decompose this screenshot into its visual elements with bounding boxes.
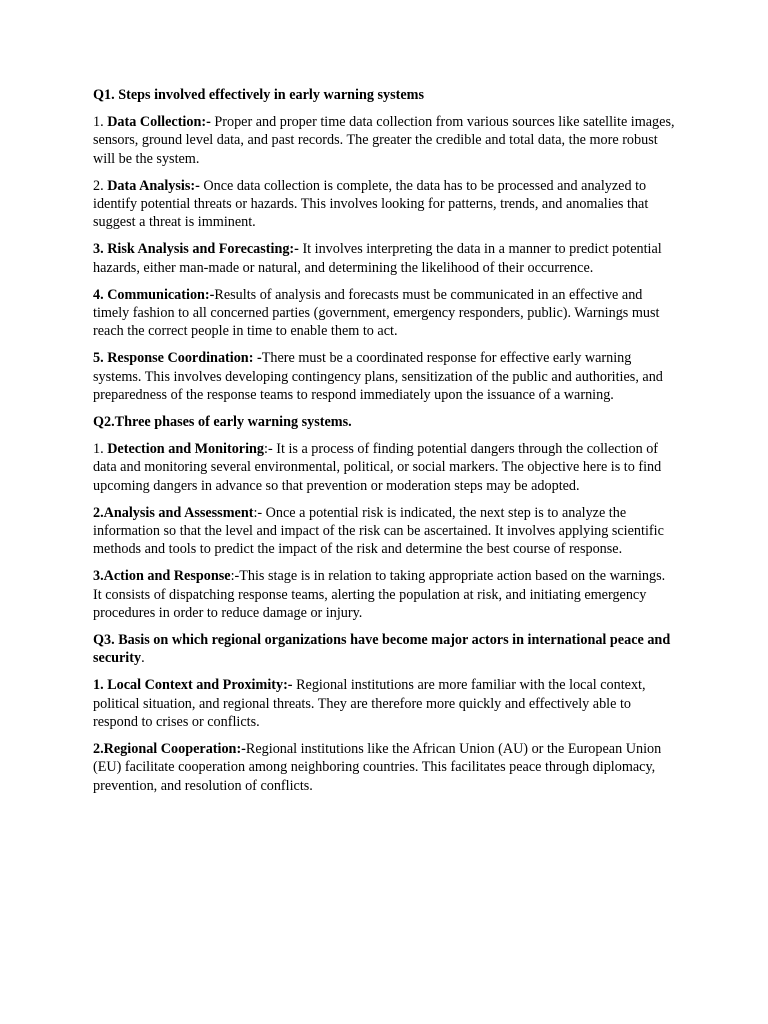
item-number: 1. <box>93 114 108 131</box>
q3-heading-text: Q3. Basis on which regional organizations have become major actors in international peace and security <box>93 632 671 667</box>
q3-heading <box>93 631 677 667</box>
item-term: Data Analysis:- <box>107 177 200 194</box>
item-term: 3. Risk Analysis and Forecasting:- <box>93 241 299 258</box>
item-text: It involves interpreting the data in a manner to predict potential hazards, either man-made or natural, and determining the likelihood of their occurrence. <box>93 241 662 276</box>
item-term: 4. Communication:- <box>93 286 215 303</box>
item-term: 2.Regional Cooperation:- <box>93 741 246 758</box>
q1-item-5 <box>93 349 677 404</box>
q1-heading: Q1. Steps involved effectively in early warning systems <box>93 87 425 103</box>
item-term: 1. Local Context and Proximity:- <box>93 677 293 694</box>
document-page <box>93 86 677 804</box>
q1-item-4 <box>93 286 677 341</box>
q2-heading: Q2.Three phases of early warning systems. <box>93 414 352 431</box>
item-text: Results of analysis and forecasts must be communicated in an effective and timely fashion to all concerned parties (government, emergency responders, public). Warnings must reach the correct people in time to enable them to act. <box>93 286 660 340</box>
item-term: 3.Action and Response <box>93 568 231 585</box>
q1-item-2 <box>93 177 677 232</box>
q1-item-3 <box>93 240 677 276</box>
item-text: :- Once a potential risk is indicated, the next step is to analyze the information so that the level and impact of the risk can be ascertained. It involves applying scientific methods and tools to predict the impact of the risk and determine the best course of response. <box>93 504 664 558</box>
item-text: Proper and proper time data collection from various sources like satellite images, sensors, ground level data, and past records. The greater the credible and total data, the more robust will be the system. <box>93 114 675 167</box>
item-term: Data Collection:- <box>107 114 211 131</box>
item-term: 5. Response Coordination: - <box>93 350 262 367</box>
item-number: 1. <box>93 441 108 458</box>
item-number: 2. <box>93 177 108 194</box>
item-text: Regional institutions like the African Union (AU) or the European Union (EU) facilitate cooperation among neighboring countries. This facilitates peace through diplomacy, prevention, and resolution of conflicts. <box>93 741 662 794</box>
q3-heading-tail: . <box>141 650 145 667</box>
item-term: Detection and Monitoring <box>107 441 265 458</box>
q3-item-2 <box>93 740 677 795</box>
item-text: Regional institutions are more familiar with the local context, political situation, and regional threats. They are therefore more quickly and effectively able to respond to crises or conflicts. <box>93 677 646 730</box>
item-text: :- It is a process of finding potential dangers through the collection of data and monitoring several environmental, political, or social markers. The objective here is to find upcoming dangers in advance so that prevention or moderation steps may be adopted. <box>93 441 662 494</box>
item-text: Once data collection is complete, the data has to be processed and analyzed to identify potential threats or hazards. This involves looking for patterns, trends, and anomalies that suggest a threat is imminent. <box>93 177 649 231</box>
q3-item-1 <box>93 676 677 731</box>
item-term: 2.Analysis and Assessment <box>93 504 254 521</box>
q2-item-1 <box>93 440 677 495</box>
q1-item-1 <box>93 113 677 168</box>
item-text: There must be a coordinated response for effective early warning systems. This involves developing contingency plans, sensitization of the public and authorities, and preparedness of the response teams to respond immediately upon the issuance of a warning. <box>93 350 663 403</box>
q2-item-2 <box>93 504 677 559</box>
item-text: :-This stage is in relation to taking appropriate action based on the warnings. It consists of dispatching response teams, alerting the population at risk, and initiating emergency procedures in order to reduce damage or injury. <box>93 568 666 621</box>
q2-item-3 <box>93 567 677 622</box>
